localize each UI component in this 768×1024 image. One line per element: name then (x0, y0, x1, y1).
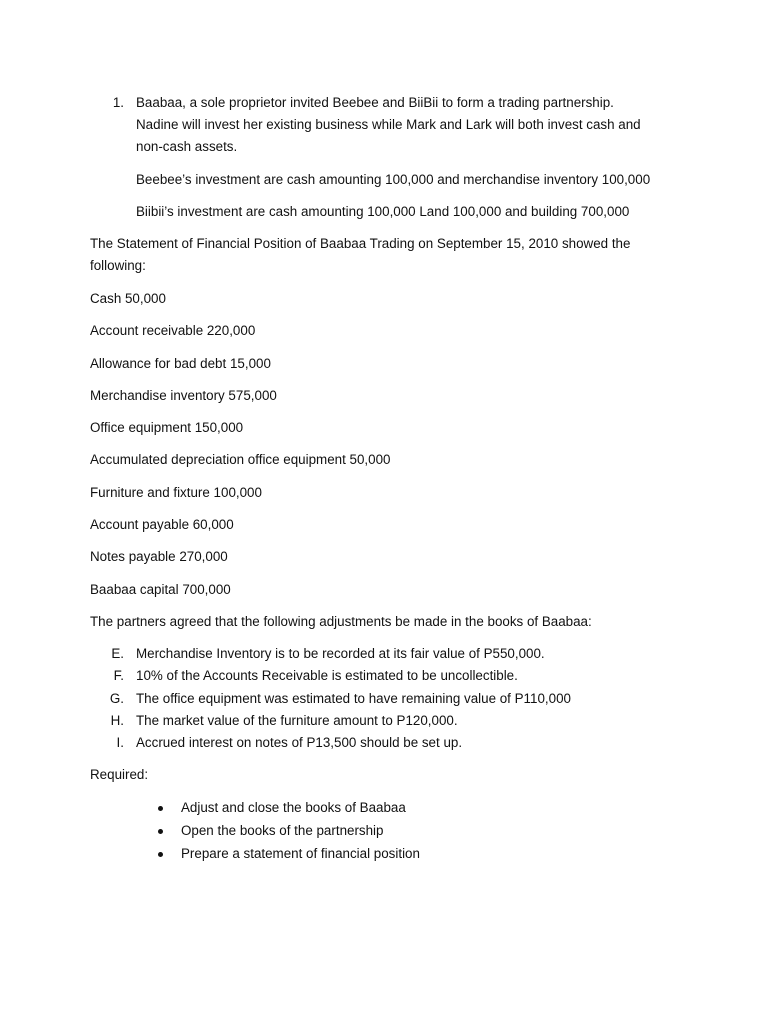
sfp-intro-line: following: (90, 258, 146, 273)
bullet-icon (158, 852, 163, 857)
adjustment-item (0, 732, 768, 754)
item1-line: non-cash assets. (136, 139, 238, 154)
adjustment-item (0, 665, 768, 687)
required-text: Prepare a statement of financial position (181, 846, 420, 861)
balance-line: Baabaa capital 700,000 (90, 582, 231, 597)
adjustment-letter: I. (116, 735, 124, 750)
biibii-investment: Biibii’s investment are cash amounting 100,000 Land 100,000 and building 700,000 (136, 204, 630, 219)
adjustment-item (0, 710, 768, 732)
beebee-investment: Beebee’s investment are cash amounting 100,000 and merchandise inventory 100,000 (136, 172, 651, 187)
balance-line: Furniture and fixture 100,000 (90, 485, 262, 500)
balance-line: Allowance for bad debt 15,000 (90, 356, 271, 371)
balance-line: Account payable 60,000 (90, 517, 234, 532)
adjustment-item (0, 643, 768, 665)
required-item (0, 797, 768, 819)
bullet-icon (158, 806, 163, 811)
balance-line: Accumulated depreciation office equipment 50,000 (90, 452, 391, 467)
balance-line: Office equipment 150,000 (90, 420, 244, 435)
sfp-intro-line: The Statement of Financial Position of Baabaa Trading on September 15, 2010 showed the (90, 236, 631, 251)
adjustment-item (0, 688, 768, 710)
bullet-icon (158, 829, 163, 834)
adjustments-intro: The partners agreed that the following adjustments be made in the books of Baabaa: (90, 614, 592, 629)
adjustment-text: The market value of the furniture amount to P120,000. (136, 713, 458, 728)
adjustment-text: Accrued interest on notes of P13,500 should be set up. (136, 735, 463, 750)
adjustment-text: The office equipment was estimated to have remaining value of P110,000 (136, 691, 571, 706)
item-number: 1. (112, 95, 124, 110)
required-label: Required: (90, 767, 149, 782)
sfp-intro (90, 233, 690, 277)
adjustment-letter: F. (113, 668, 124, 683)
balance-line: Merchandise inventory 575,000 (90, 388, 277, 403)
balance-line: Notes payable 270,000 (90, 549, 228, 564)
required-text: Open the books of the partnership (181, 823, 384, 838)
adjustment-letter: G. (109, 691, 124, 706)
balance-line: Cash 50,000 (90, 291, 166, 306)
required-item (0, 820, 768, 842)
required-text: Adjust and close the books of Baabaa (181, 800, 406, 815)
adjustment-letter: E. (111, 646, 124, 661)
adjustment-letter: H. (110, 713, 124, 728)
required-item (0, 843, 768, 865)
item1-line: Baabaa, a sole proprietor invited Beebee and BiiBii to form a trading partnership. (136, 95, 614, 110)
adjustment-text: 10% of the Accounts Receivable is estimated to be uncollectible. (136, 668, 518, 683)
balance-line: Account receivable 220,000 (90, 323, 256, 338)
adjustment-text: Merchandise Inventory is to be recorded at its fair value of P550,000. (136, 646, 545, 661)
item1-line: Nadine will invest her existing business while Mark and Lark will both invest cash and (136, 117, 641, 132)
item1-text (136, 92, 696, 158)
